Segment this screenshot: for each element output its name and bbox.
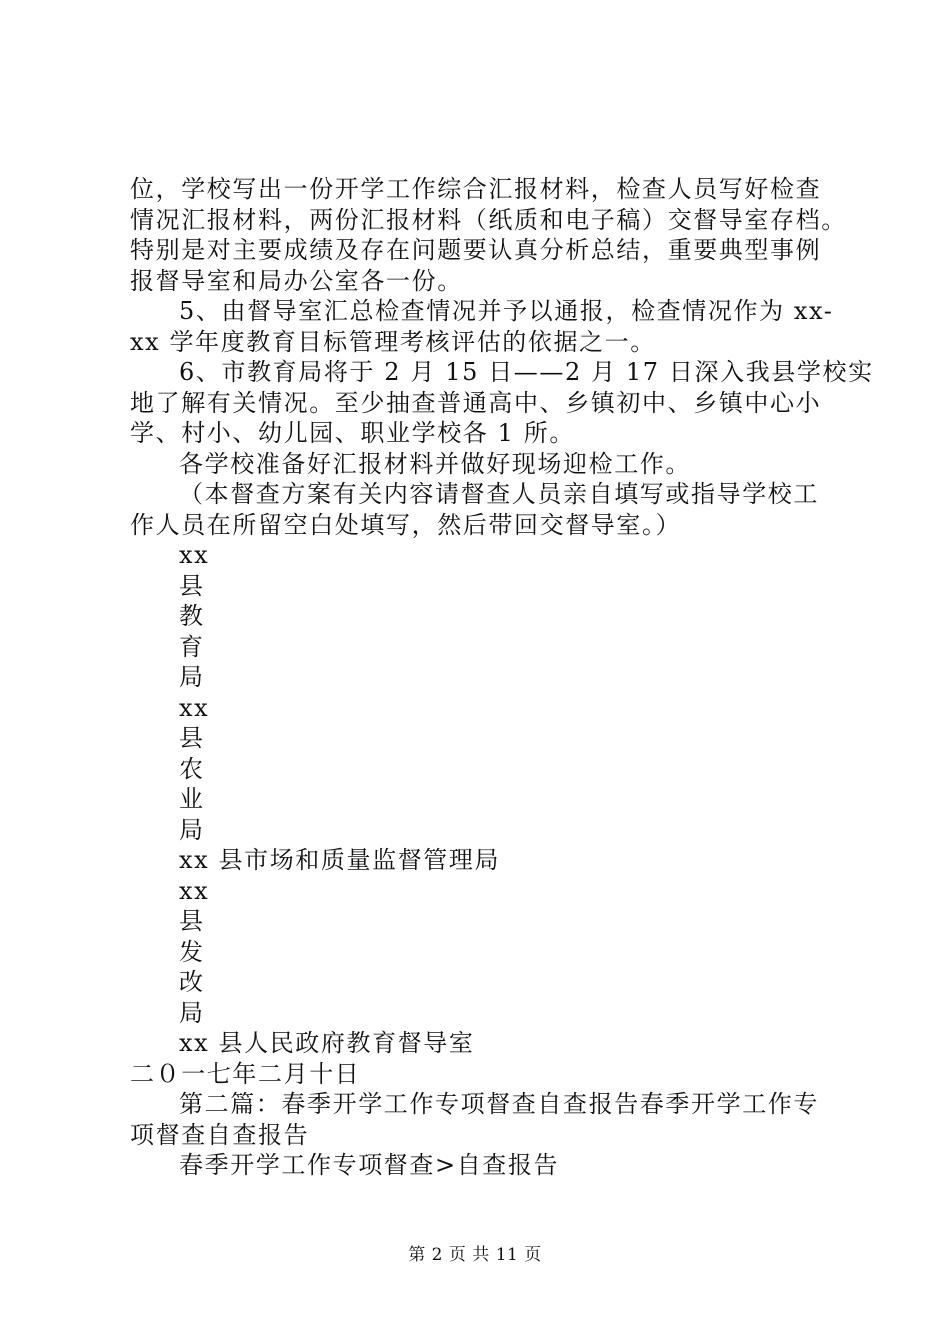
text-line: 情况汇报材料，两份汇报材料（纸质和电子稿）交督导室存档。 <box>130 205 847 234</box>
signature-line: 业 <box>179 785 205 813</box>
text-line: （本督查方案有关内容请督查人员亲自填写或指导学校工 <box>179 480 819 508</box>
signature-line: 农 <box>179 754 205 783</box>
text-line: 春季开学工作专项督查>自查报告 <box>179 1151 560 1179</box>
signature-line: 改 <box>179 968 205 996</box>
signature-line: 教 <box>179 602 205 630</box>
document-body <box>130 174 874 1181</box>
text-line: 报督导室和局办公室各一份。 <box>130 266 463 295</box>
signature-line: 局 <box>179 663 205 691</box>
section-heading: 项督查自查报告 <box>130 1120 310 1149</box>
signature-line: 县 <box>179 724 205 752</box>
signature-line: xx <box>179 541 210 569</box>
signature-line: xx <box>179 693 210 722</box>
signature-line: 局 <box>179 998 205 1027</box>
signature-line: xx <box>179 876 210 905</box>
text-line: 作人员在所留空白处填写，然后带回交督导室。） <box>130 510 682 539</box>
signature-line: 县 <box>179 907 205 935</box>
text-line: 5、由督导室汇总检查情况并予以通报，检查情况作为 xx- <box>179 297 834 325</box>
text-line: 地了解有关情况。至少抽查普通高中、乡镇初中、乡镇中心小 <box>130 388 822 417</box>
signature-line: xx 县市场和质量监督管理局 <box>179 846 501 874</box>
section-heading: 第二篇：春季开学工作专项督查自查报告春季开学工作专 <box>179 1090 819 1118</box>
text-line: xx 学年度教育目标管理考核评估的依据之一。 <box>130 327 656 356</box>
date-line: 二０一七年二月十日 <box>130 1059 361 1088</box>
text-line: 位，学校写出一份开学工作综合汇报材料，检查人员写好检查 <box>130 175 822 203</box>
text-line: 特别是对主要成绩及存在问题要认真分析总结，重要典型事例 <box>130 236 822 264</box>
text-line: 各学校准备好汇报材料并做好现场迎检工作。 <box>179 449 691 478</box>
signature-line: 育 <box>179 632 205 661</box>
text-line: 6、市教育局将于 2 月 15 日——2 月 17 日深入我县学校实 <box>179 358 874 386</box>
signature-line: 局 <box>179 815 205 844</box>
text-line: 学、村小、幼儿园、职业学校各 1 所。 <box>130 419 575 447</box>
page-footer: 第 2 页 共 11 页 <box>408 1245 542 1265</box>
signature-line: 县 <box>179 571 205 600</box>
signature-line: 发 <box>179 937 205 966</box>
signature-line: xx 县人民政府教育督导室 <box>179 1029 475 1057</box>
